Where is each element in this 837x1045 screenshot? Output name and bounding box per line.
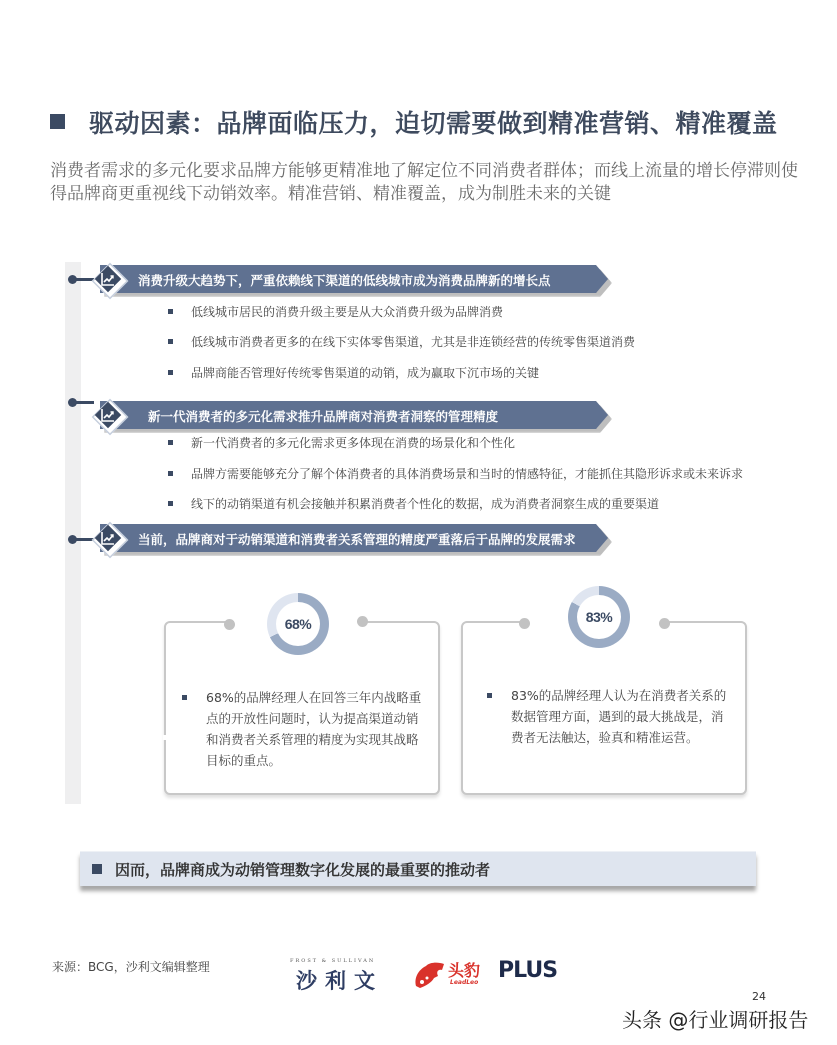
timeline-dot — [68, 275, 77, 284]
leopard-icon — [412, 960, 446, 990]
plus-logo: PLUS — [498, 958, 558, 983]
frost-sullivan-logo: FROST & SULLIVAN 沙利文 — [290, 958, 383, 993]
stat-value: 83% — [577, 595, 621, 639]
list-item: 线下的动销渠道有机会接触并积累消费者个性化的数据，成为消费者洞察生成的重要渠道 — [168, 495, 659, 512]
list-item: 新一代消费者的多元化需求更多体现在消费的场景化和个性化 — [168, 434, 515, 451]
section-heading-3: 当前，品牌商对于动销渠道和消费者关系管理的精度严重落后于品牌的发展需求 — [72, 524, 612, 552]
leadleo-logo: 头豹 LeadLeo — [412, 958, 524, 992]
card-connector-dot — [224, 619, 235, 630]
bullet-square-icon — [487, 693, 492, 698]
intro-paragraph: 消费者需求的多元化要求品牌方能够更精准地了解定位不同消费者群体；而线上流量的增长停滞则使得品牌商更重视线下动销效率。精准营销、精准覆盖，成为制胜未来的关键 — [50, 161, 798, 204]
page-title: 驱动因素：品牌面临压力，迫切需要做到精准营销、精准覆盖 — [50, 104, 778, 140]
list-item: 品牌方需要能够充分了解个体消费者的具体消费场景和当时的情感特征，才能抓住其隐形诉求或未来诉求 — [168, 465, 743, 482]
trend-chart-icon — [100, 530, 116, 546]
donut-83 — [568, 586, 630, 648]
watermark: 头条 @行业调研报告 — [622, 1008, 809, 1032]
timeline-dot — [68, 398, 77, 407]
trend-chart-icon — [100, 407, 116, 423]
title-square-icon — [50, 114, 65, 129]
list-item: 低线城市消费者更多的在线下实体零售渠道，尤其是非连锁经营的传统零售渠道消费 — [168, 333, 635, 350]
conclusion-square-icon — [92, 864, 102, 874]
bullet-square-icon — [182, 695, 187, 700]
list-item: 品牌商能否管理好传统零售渠道的动销，成为赢取下沉市场的关键 — [168, 364, 539, 381]
source-note: 来源：BCG，沙利文编辑整理 — [52, 960, 210, 974]
stat-value: 68% — [276, 602, 320, 646]
card-connector-dot — [659, 618, 670, 629]
list-item: 低线城市居民的消费升级主要是从大众消费升级为品牌消费 — [168, 303, 503, 320]
card-connector-dot — [519, 618, 530, 629]
timeline-dot — [68, 535, 77, 544]
section-heading-2: 新一代消费者的多元化需求推升品牌商对消费者洞察的管理精度 — [72, 401, 612, 429]
card-connector-dot — [357, 616, 368, 627]
page-number: 24 — [752, 990, 766, 1003]
stat-description: 68%的品牌经理人在回答三年内战略重点的开放性问题时，认为提高渠道动销和消费者关系管理的精度为实现其战略目标的重点。 — [206, 690, 422, 768]
section-heading-1: 消费升级大趋势下，严重依赖线下渠道的低线城市成为消费品牌新的增长点 — [72, 265, 612, 293]
trend-chart-icon — [100, 271, 116, 287]
conclusion-banner: 因而，品牌商成为动销管理数字化发展的最重要的推动者 — [80, 851, 756, 886]
donut-68 — [267, 593, 329, 655]
stat-description: 83%的品牌经理人认为在消费者关系的数据管理方面，遇到的最大挑战是，消费者无法触达，验真和精准运营。 — [511, 688, 727, 745]
